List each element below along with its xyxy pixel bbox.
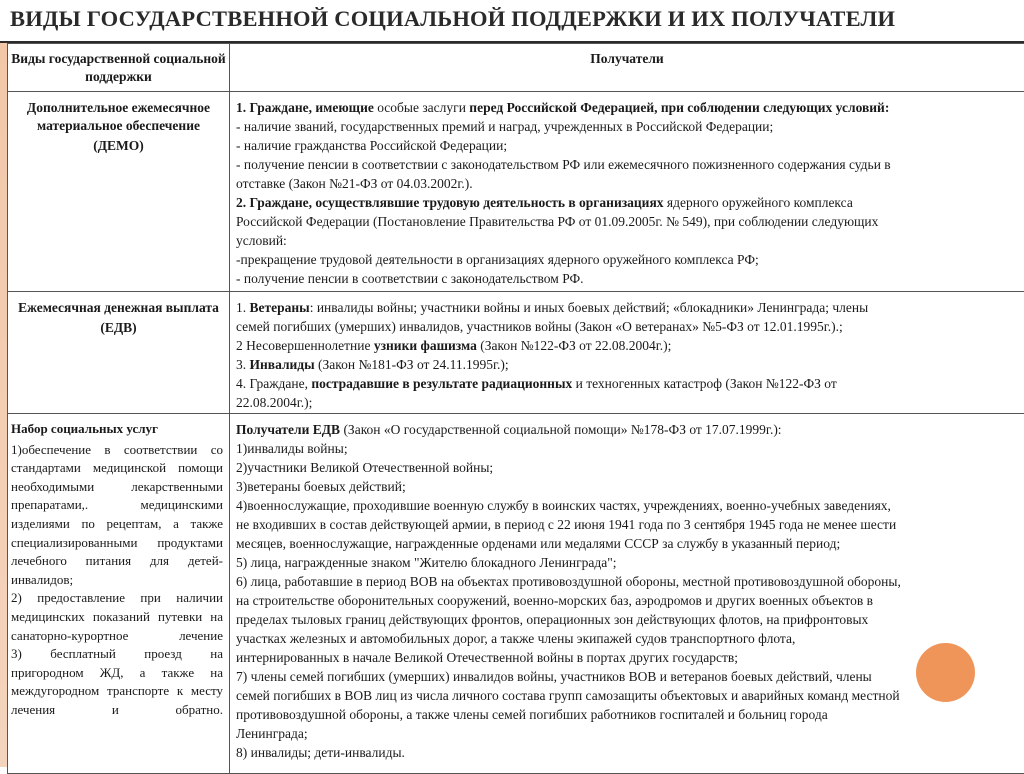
line-segment: особые заслуги <box>377 100 466 115</box>
line-segment: ядерного оружейного комплекса <box>667 195 853 210</box>
line-segment: 2 Несовершеннолетние <box>236 338 374 353</box>
table-row <box>8 92 1024 292</box>
recipient-line: участках железных и автомобильных дорог, а также члены экипажей судов транспортного флота, <box>236 629 1018 648</box>
row-nsu-type <box>8 414 230 774</box>
line-segment: Ветераны <box>250 300 310 315</box>
row-demo-recipients <box>230 92 1024 292</box>
line-segment: 4. Граждане, <box>236 376 311 391</box>
recipient-line: 22.08.2004г.); <box>236 393 1018 412</box>
page-title: ВИДЫ ГОСУДАРСТВЕННОЙ СОЦИАЛЬНОЙ ПОДДЕРЖКИ И ИХ ПОЛУЧАТЕЛИ <box>10 6 895 32</box>
recipient-line: отставке (Закон №21-ФЗ от 04.03.2002г.). <box>236 174 1018 193</box>
recipient-line: 7) члены семей погибших (умерших) инвалидов войны, участников ВОВ и ветеранов боевых действий, члены <box>236 667 1018 686</box>
table-header-row <box>8 44 1024 92</box>
demo-code: (ДЕМО) <box>14 137 223 155</box>
recipient-line <box>236 374 1018 393</box>
line-segment: перед Российской Федерацией, при соблюдении следующих условий: <box>466 100 889 115</box>
recipient-line: Ленинграда; <box>236 724 1018 743</box>
recipient-line: - получение пенсии в соответствии с законодательством РФ или ежемесячного пожизненного содержания судьи в <box>236 155 1018 174</box>
recipient-line <box>236 336 1018 355</box>
line-segment: (Закон «О государственной социальной помощи» №178-ФЗ от 17.07.1999г.): <box>340 422 782 437</box>
recipient-line: 6) лица, работавшие в период ВОВ на объектах противовоздушной обороны, местной противовоздушной обороны, <box>236 572 1018 591</box>
recipient-line: пределах тыловых границ действующих фронтов, операционных зон действующих флотов, на прифронтовых <box>236 610 1018 629</box>
recipient-line <box>236 98 1018 117</box>
recipient-line: условий: <box>236 231 1018 250</box>
line-segment: : инвалиды войны; участники войны и иных боевых действий; «блокадники» Ленинграда; члены <box>310 300 868 315</box>
decorative-side-bar <box>0 43 7 767</box>
row-edv-recipients <box>230 292 1024 414</box>
line-segment: (Закон №181-ФЗ от 24.11.1995г.); <box>315 357 509 372</box>
recipient-line: -прекращение трудовой деятельности в организациях ядерного оружейного комплекса РФ; <box>236 250 1018 269</box>
line-segment: 2 <box>236 195 243 210</box>
recipient-line: 2)участники Великой Отечественной войны; <box>236 458 1018 477</box>
recipient-line: не входивших в состав действующей армии, в период с 22 июня 1941 года по 3 сентября 1945 года не менее шести <box>236 515 1018 534</box>
edv-code: (ЕДВ) <box>14 319 223 337</box>
line-segment: Получатели ЕДВ <box>236 422 340 437</box>
recipient-line <box>236 193 1018 212</box>
line-segment: (Закон №122-ФЗ от 22.08.2004г.); <box>477 338 672 353</box>
recipient-line: 3)ветераны боевых действий; <box>236 477 1018 496</box>
edv-name: Ежемесячная денежная выплата <box>14 299 223 317</box>
line-segment: 1 <box>236 100 243 115</box>
recipient-line: - получение пенсии в соответствии с законодательством РФ. <box>236 269 1018 288</box>
row-demo-type <box>8 92 230 292</box>
recipient-line: - наличие гражданства Российской Федерации; <box>236 136 1018 155</box>
table-row <box>8 292 1024 414</box>
decorative-orange-circle <box>916 643 975 702</box>
recipient-line <box>236 355 1018 374</box>
recipient-line: 8) инвалиды; дети-инвалиды. <box>236 743 1018 762</box>
line-segment: . Граждане, осуществлявшие трудовую деятельность в организациях <box>243 195 667 210</box>
line-segment: Инвалиды <box>250 357 315 372</box>
table-row <box>8 414 1024 774</box>
recipient-line: месяцев, военнослужащие, награжденные орденами или медалями СССР за службу в указанный период; <box>236 534 1018 553</box>
nsu-item-3: 3) бесплатный проезд на пригородном ЖД, а также на междугородном транспорте к месту лечения и обратно. <box>11 645 223 719</box>
nsu-item-1: 1)обеспечение в соответствии со стандартами медицинской помощи необходимыми лекарственными препаратами,. медицинскими изделиями по рецептам, а также специализированными продуктами лечебного питания для детей-инвалидов; <box>11 441 223 590</box>
recipient-line: 4)военнослужащие, проходившие военную службу в воинских частях, учреждениях, военно-учебных заведениях, <box>236 496 1018 515</box>
nsu-title: Набор социальных услуг <box>11 420 223 439</box>
recipient-line: 5) лица, награжденные знаком "Жителю блокадного Ленинграда"; <box>236 553 1018 572</box>
recipient-line: интернированных в начале Великой Отечественной войны в портах других государств; <box>236 648 1018 667</box>
row-edv-type <box>8 292 230 414</box>
row-nsu-recipients <box>230 414 1024 774</box>
nsu-item-2: 2) предоставление при наличии медицинских показаний путевки на санаторно-курортное лечение <box>11 589 223 645</box>
recipient-line: на строительстве оборонительных сооружений, военно-морских баз, аэродромов и других военных объектов в <box>236 591 1018 610</box>
header-types: Виды государственной социальной поддержки <box>8 44 230 92</box>
line-segment: пострадавшие в результате радиационных <box>311 376 572 391</box>
support-table <box>7 43 1024 774</box>
line-segment: . Граждане, имеющие <box>243 100 377 115</box>
recipient-line: 1)инвалиды войны; <box>236 439 1018 458</box>
demo-name: Дополнительное ежемесячное материальное обеспечение <box>14 99 223 135</box>
line-segment: 3. <box>236 357 250 372</box>
recipient-line: семей погибших в ВОВ лиц из числа личного состава групп самозащиты объектовых и аварийных команд местной <box>236 686 1018 705</box>
line-segment: и техногенных катастроф (Закон №122-ФЗ от <box>572 376 837 391</box>
line-segment: узники фашизма <box>374 338 477 353</box>
line-segment: 1. <box>236 300 250 315</box>
recipient-line <box>236 298 1018 317</box>
recipient-line: противовоздушной обороны, а также члены семей погибших работников госпиталей и больниц города <box>236 705 1018 724</box>
recipient-line: Российской Федерации (Постановление Правительства РФ от 01.09.2005г. № 549), при соблюдении следующих <box>236 212 1018 231</box>
recipient-line: - наличие званий, государственных премий и наград, учрежденных в Российской Федерации; <box>236 117 1018 136</box>
recipient-line: семей погибших (умерших) инвалидов, участников войны (Закон «О ветеранах» №5-ФЗ от 12.01.1995г.).; <box>236 317 1018 336</box>
recipient-line <box>236 420 1018 439</box>
header-recipients: Получатели <box>230 44 1024 92</box>
